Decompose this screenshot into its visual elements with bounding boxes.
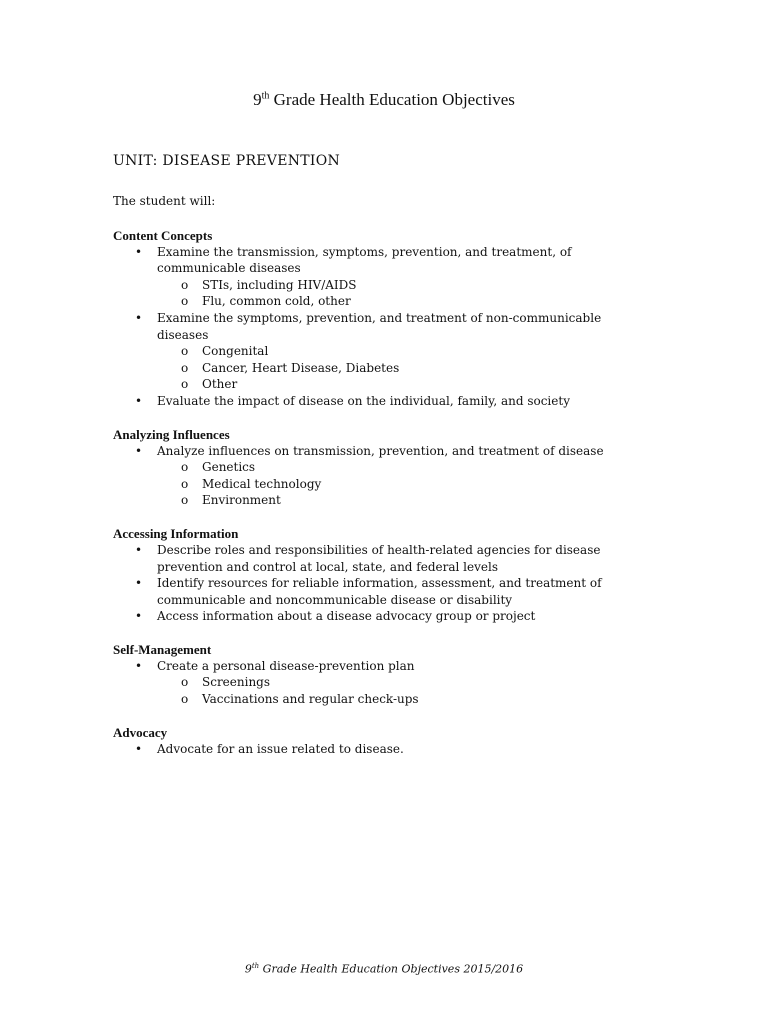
section-title: Self-Management	[113, 641, 212, 657]
sub-objective-list	[157, 277, 653, 310]
sub-objective-item: o Screenings	[157, 674, 653, 691]
intro-text: The student will:	[113, 194, 216, 208]
objective-item	[113, 741, 653, 758]
section	[113, 525, 653, 625]
objective-text: Examine the symptoms, prevention, and treatment of non-communicable diseases	[157, 310, 602, 342]
title-grade-number: 9	[253, 90, 262, 109]
section-title: Content Concepts	[113, 227, 213, 243]
sections-container	[113, 227, 653, 758]
objective-list	[113, 741, 653, 758]
objective-list	[113, 658, 653, 708]
unit-heading: UNIT: DISEASE PREVENTION	[113, 153, 341, 169]
objective-item	[113, 310, 653, 393]
footer-grade-number: 9	[244, 962, 252, 976]
objective-text: Access information about a disease advocacy group or project	[157, 609, 536, 624]
sub-objective-item: o Vaccinations and regular check-ups	[157, 691, 653, 708]
objective-item	[113, 542, 653, 575]
objective-text: Evaluate the impact of disease on the individual, family, and society	[157, 393, 570, 408]
page-footer	[0, 962, 768, 976]
section-title: Advocacy	[113, 724, 168, 740]
footer-grade-suffix: th	[251, 962, 260, 970]
section	[113, 227, 653, 410]
sub-objective-list	[157, 459, 653, 509]
sub-objective-item: o Congenital	[157, 343, 653, 360]
section	[113, 426, 653, 509]
sub-objective-item: o Genetics	[157, 459, 653, 476]
section-title: Analyzing Influences	[113, 426, 230, 442]
objective-text: Examine the transmission, symptoms, prevention, and treatment, of communicable diseases	[157, 244, 572, 276]
section	[113, 641, 653, 708]
objective-item	[113, 658, 653, 708]
objective-item	[113, 443, 653, 509]
section	[113, 724, 653, 758]
sub-objective-item: o Medical technology	[157, 476, 653, 493]
objective-item	[113, 608, 653, 625]
footer-text: Grade Health Education Objectives 2015/2016	[259, 962, 524, 976]
page-title	[0, 90, 768, 110]
title-grade-suffix: th	[261, 90, 270, 102]
objective-text: Identify resources for reliable information, assessment, and treatment of communicable and noncommunicable disease or disability	[157, 576, 602, 607]
objective-item	[113, 244, 653, 310]
objective-list	[113, 244, 653, 410]
sub-objective-item: o Flu, common cold, other	[157, 293, 653, 310]
objective-text: Advocate for an issue related to disease.	[157, 741, 404, 756]
objective-text: Analyze influences on transmission, prevention, and treatment of disease	[157, 443, 604, 458]
sub-objective-list	[157, 674, 653, 707]
sub-objective-item: o STIs, including HIV/AIDS	[157, 277, 653, 294]
sub-objective-list	[157, 343, 653, 393]
sub-objective-item: o Other	[157, 376, 653, 393]
objective-text: Describe roles and responsibilities of health-related agencies for disease prevention and control at local, state, and federal levels	[157, 542, 601, 574]
objectives-content	[113, 193, 653, 773]
objective-list	[113, 443, 653, 509]
objective-text: Create a personal disease-prevention plan	[157, 658, 415, 673]
objective-item	[113, 393, 653, 410]
objective-list	[113, 542, 653, 625]
objective-item	[113, 575, 653, 608]
section-title: Accessing Information	[113, 525, 239, 541]
title-text: Grade Health Education Objectives	[269, 90, 515, 109]
sub-objective-item: o Cancer, Heart Disease, Diabetes	[157, 360, 653, 377]
sub-objective-item: o Environment	[157, 492, 653, 509]
